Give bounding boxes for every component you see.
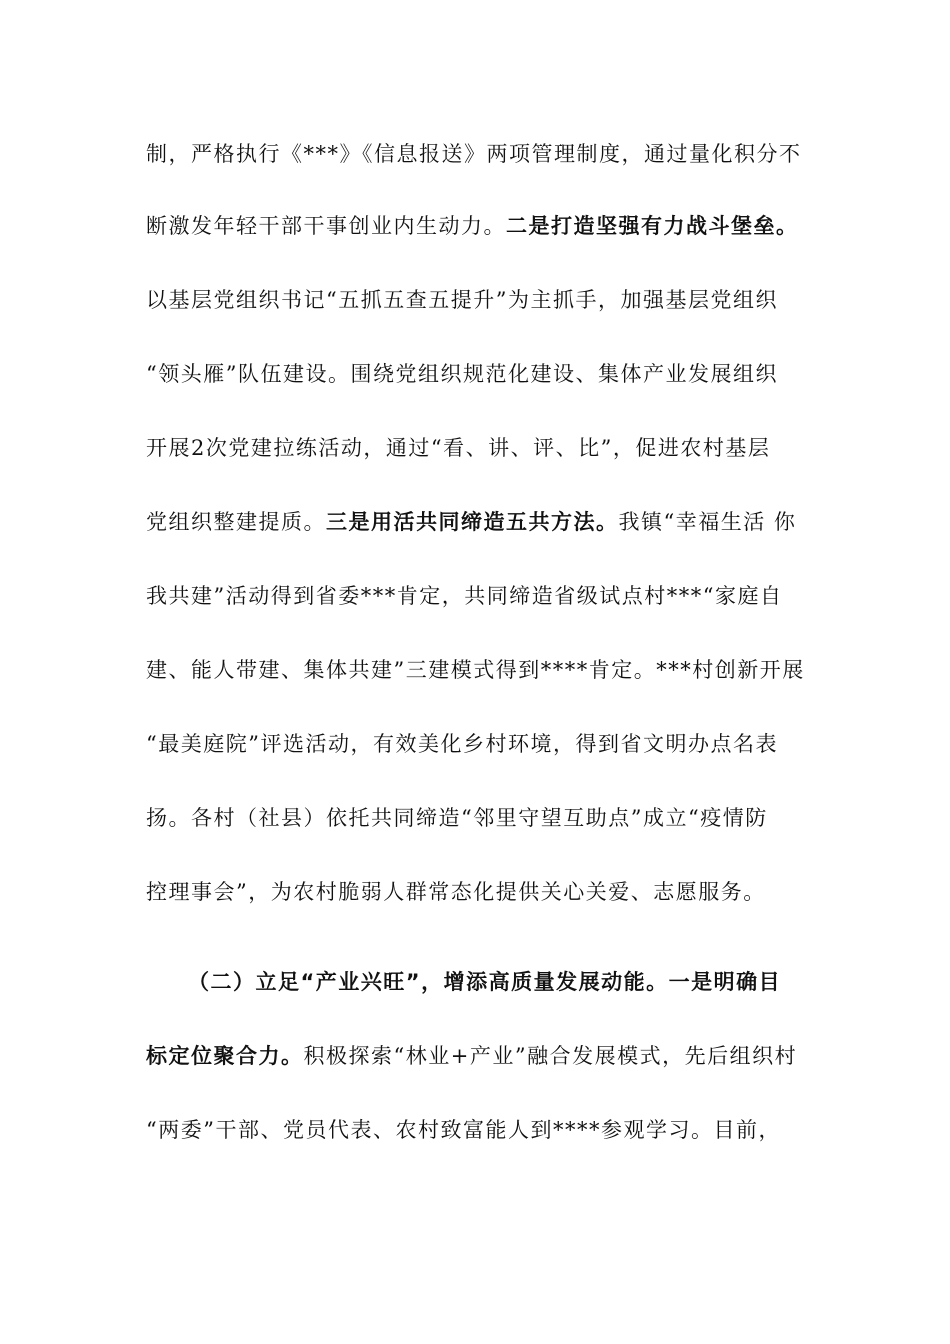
text-run: 我共建”活动得到省委***肯定，共同缔造省级试点村***“家庭自: [146, 584, 783, 608]
bold-heading-4: 标定位聚合力。: [146, 1044, 304, 1068]
paragraph-line-6: [146, 502, 826, 542]
paragraph-line-10: [146, 798, 826, 838]
paragraph-line-5: [146, 428, 826, 468]
text-run: “最美庭院”评选活动，有效美化乡村环境，得到省文明办点名表: [146, 732, 778, 756]
text-run: 制，严格执行《***》《信息报送》两项管理制度，通过量化积分不: [146, 142, 802, 166]
text-run: 以基层党组织书记“五抓五查五提升”为主抓手，加强基层党组织: [146, 288, 778, 312]
paragraph-line-1: [146, 134, 826, 174]
text-run: 控理事会”，为农村脆弱人群常态化提供关心关爱、志愿服务。: [146, 880, 766, 904]
text-run: 积极探索“林业+产业”融合发展模式，先后组织村: [303, 1044, 798, 1068]
paragraph-line-8: [146, 650, 826, 690]
paragraph-line-14: [146, 1110, 826, 1150]
bold-heading-3: 三是用活共同缔造五共方法。: [326, 510, 619, 534]
paragraph-line-11: [146, 872, 826, 912]
text-run: “两委”干部、党员代表、农村致富能人到****参观学习。目前，: [146, 1118, 781, 1142]
section-heading: （二）立足“产业兴旺”，增添高质量发展动能。一是明确目: [188, 970, 782, 994]
text-run: 断激发年轻干部干事创业内生动力。: [146, 214, 506, 238]
text-run: 开展2次党建拉练活动，通过“看、讲、评、比”，促进农村基层: [146, 436, 771, 460]
text-run: 扬。各村（社县）依托共同缔造“邻里守望互助点”成立“疫情防: [146, 806, 768, 830]
paragraph-line-7: [146, 576, 826, 616]
text-run: 我镇“幸福生活 你: [618, 510, 797, 534]
bold-heading-2: 二是打造坚强有力战斗堡垒。: [506, 214, 799, 238]
paragraph-line-4: [146, 354, 826, 394]
text-run: “领头雁”队伍建设。围绕党组织规范化建设、集体产业发展组织: [146, 362, 778, 386]
text-run: 建、能人带建、集体共建”三建模式得到****肯定。***村创新开展: [146, 658, 805, 682]
paragraph-line-13: [146, 1036, 826, 1076]
section-heading-line: [188, 962, 868, 1002]
paragraph-line-2: [146, 206, 826, 246]
paragraph-line-9: [146, 724, 826, 764]
text-run: 党组织整建提质。: [146, 510, 326, 534]
paragraph-line-3: [146, 280, 826, 320]
